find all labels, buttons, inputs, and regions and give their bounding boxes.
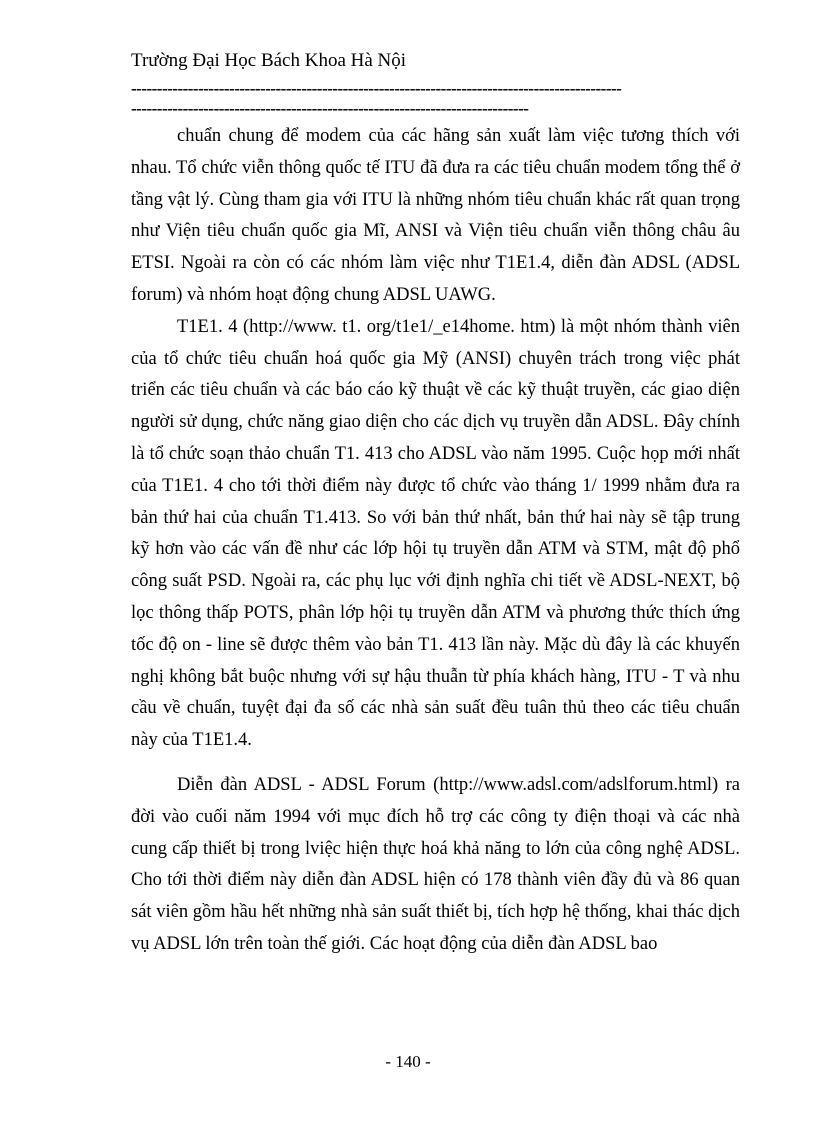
header-title: Trường Đại Học Bách Khoa Hà Nội [131,50,407,71]
header-rule-line-1: ----------------------------------------------------------------------------------------------- [131,79,622,98]
page-number: - 140 - [385,1052,431,1071]
paragraph-3: Diễn đàn ADSL - ADSL Forum (http://www.adsl.com/adslforum.html) ra đời vào cuối năm 1994 với mục đích hỗ trợ các công ty điện thoại và các nhà cung cấp thiết bị trong lviệc hiện thực hoá khả năng to lớn của công nghệ ADSL. Cho tới thời điểm này diễn đàn ADSL hiện có 178 thành viên đầy đủ và 86 quan sát viên gồm hầu hết những nhà sản suất thiết bị, tích hợp hệ thống, khai thác dịch vụ ADSL lớn trên toàn thế giới. Các hoạt động của diễn đàn ADSL bao [131,774,740,954]
paragraph-1: chuẩn chung để modem của các hãng sản xuất làm việc tương thích với nhau. Tổ chức viễn thông quốc tế ITU đã đưa ra các tiêu chuẩn modem tổng thể ở tầng vật lý. Cùng tham gia với ITU là những nhóm tiêu chuẩn khác rất quan trọng như Viện tiêu chuẩn quốc gia Mĩ, ANSI và Viện tiêu chuẩn viễn thông châu âu ETSI. Ngoài ra còn có các nhóm làm việc như T1E1.4, diễn đàn ADSL (ADSL forum) và nhóm hoạt động chung ADSL UAWG. [131,126,740,305]
body-text [131,121,740,961]
paragraph-2: T1E1. 4 (http://www. t1. org/t1e1/_e14home. htm) là một nhóm thành viên của tổ chức tiêu chuẩn hoá quốc gia Mỹ (ANSI) chuyên trách trong việc phát triển các tiêu chuẩn và các báo cáo kỹ thuật về các kỹ thuật truyền, các giao diện người sử dụng, chức năng giao diện cho các dịch vụ truyền dẫn ADSL. Đây chính là tổ chức soạn thảo chuẩn T1. 413 cho ADSL vào năm 1995. Cuộc họp mới nhất của T1E1. 4 cho tới thời điểm này được tổ chức vào tháng 1/ 1999 nhằm đưa ra bản thứ hai của chuẩn T1.413. So với bản thứ nhất, bản thứ hai này sẽ tập trung kỹ hơn vào các vấn đề như các lớp hội tụ truyền dẫn ATM và STM, mật độ phổ công suất PSD. Ngoài ra, các phụ lục với định nghĩa chi tiết về ADSL-NEXT, bộ lọc thông thấp POTS, phân lớp hội tụ truyền dẫn ATM và phương thức thích ứng tốc độ on - line sẽ được thêm vào bản T1. 413 lần này. Mặc dù đây là các khuyến nghị không bắt buộc nhưng với sự hậu thuẫn từ phía khách hàng, ITU - T và nhu cầu về chuẩn, tuyệt đại đa số các nhà sản suất đều tuân thủ theo các tiêu chuẩn này của T1E1.4. [131,316,740,751]
header-rule-line-2: ----------------------------------------------------------------------------- [131,99,529,118]
